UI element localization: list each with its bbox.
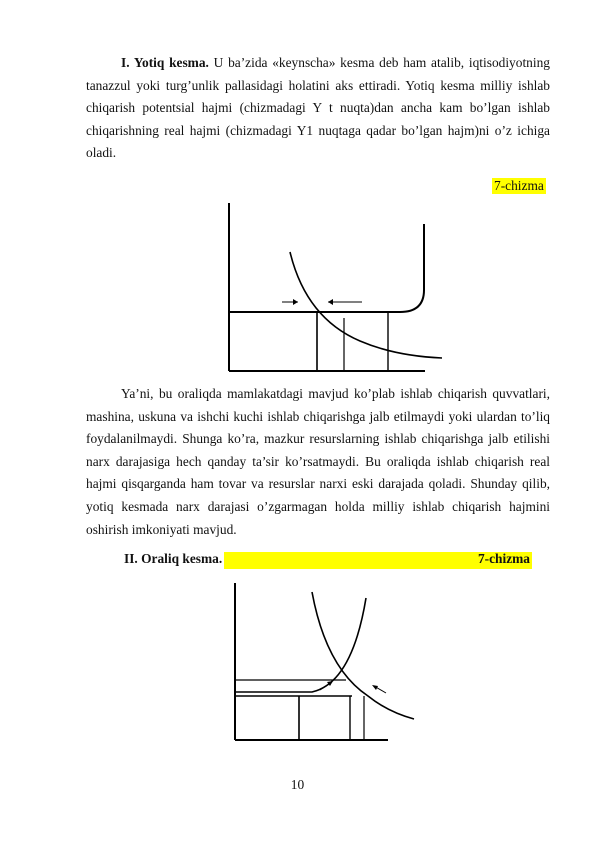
paragraph2 [86,383,550,541]
figure1-diagram [220,198,450,376]
section1-paragraph [86,52,550,165]
section2-title: II. Oraliq kesma. [124,551,223,566]
section2-heading [124,551,532,569]
page-number: 10 [290,777,305,792]
paragraph2-text: Ya’ni, bu oraliqda mamlakatdagi mavjud ko’plab ishlab chiqarish quvvatlari, mashina, uskuna va ishchi kuchi ishlab chiqarishga jalb etilmaydi yoki ulardan to’liq foydalanilmaydi. Shunga ko’ra, mazkur resurslarning ishlab chiqarishga jalb etilishi narx darajasiga hech qanday ta’sir ko’rsatmaydi. Bu oraliqda ishlab chiqarish real hajmi qisqarganda ham tovar va resurslar narxi eski darajada qoladi. Shunday qilib, yotiq kesmada narx darajasi o’zgarmagan holda milliy ishlab chiqarish hajmini oshirish imkoniyati mavjud. [86,386,550,537]
figure2-label: 7-chizma [477,551,530,566]
figure2-diagram [228,578,428,746]
figure1-label: 7-chizma [494,178,544,193]
section1-title: I. Yotiq kesma. [121,55,209,70]
section1-body: U ba’zida «keynscha» kesma deb ham atalib, iqtisodiyotning tanazzul yoki turg’unlik pallasidagi holatini aks ettiradi. Yotiq kesma milliy ishlab chiqarish potentsial hajmi (chizmadagi Y t nuqta)dan ancha kam bo’lgan ishlab chiqarishning real hajmi (chizmadagi Y1 nuqtaga qadar bo’lgan hajm)ni o’z ichiga oladi. [86,55,550,161]
figure2-supply-curve [235,598,366,692]
figure1-supply-curve [229,224,424,312]
